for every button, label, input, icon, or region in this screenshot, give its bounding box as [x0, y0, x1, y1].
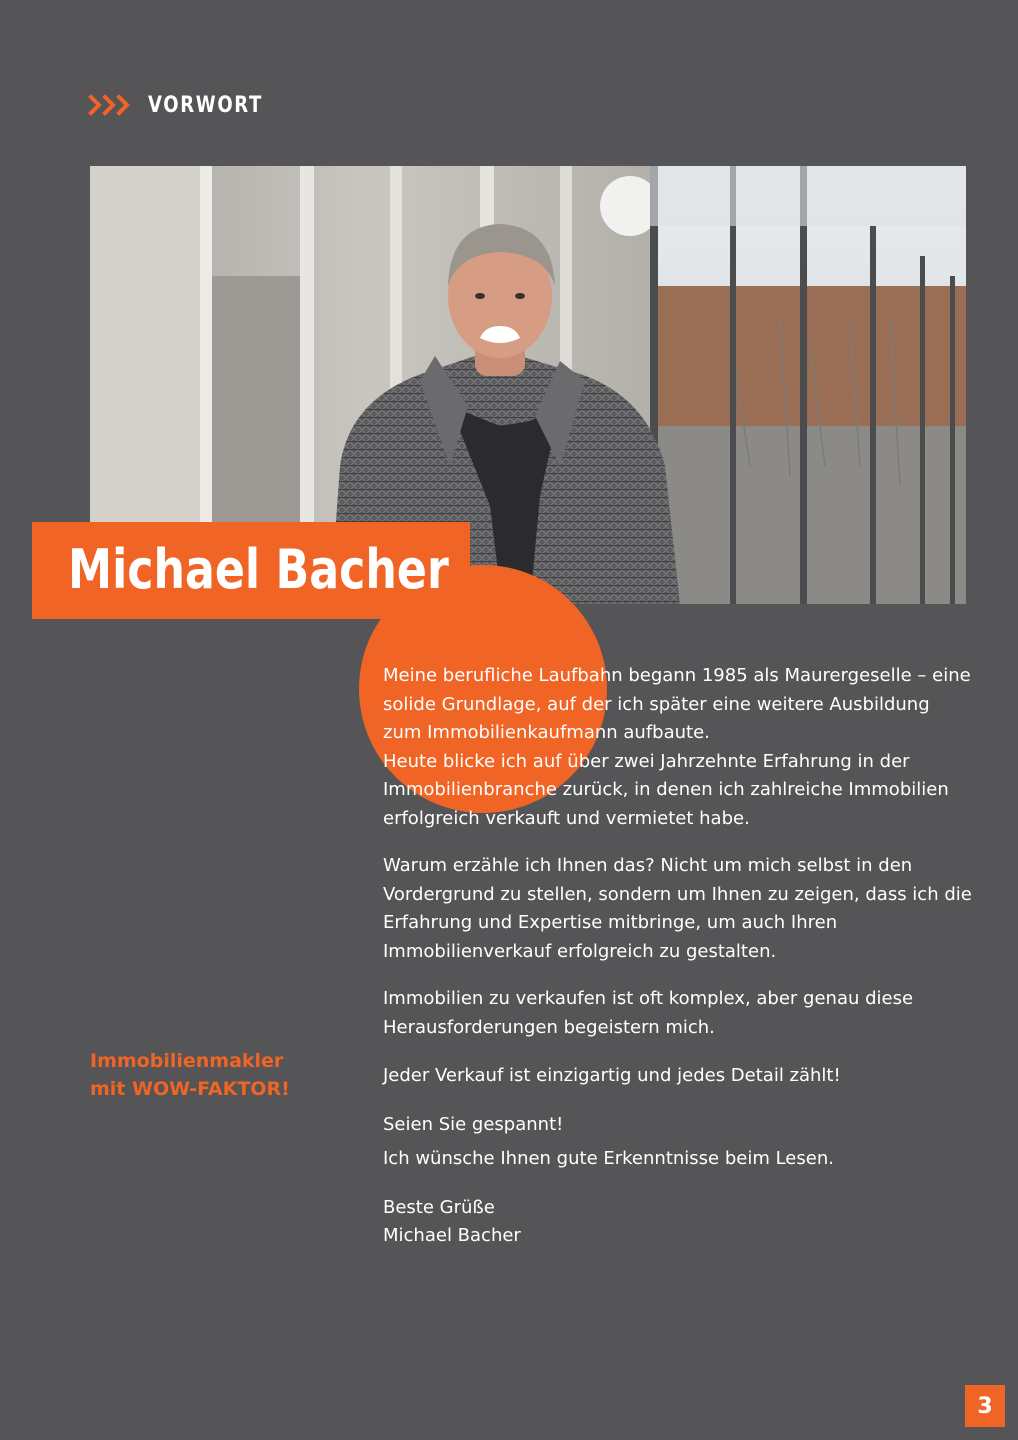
closing-greeting: Beste Grüße [383, 1196, 495, 1218]
tagline [90, 1047, 350, 1103]
signature-name: Michael Bacher [383, 1225, 521, 1246]
triple-chevron-right-icon [88, 92, 134, 118]
section-title: VORWORT [148, 92, 263, 118]
foreword-text [383, 662, 973, 1251]
paragraph-1: Meine berufliche Laufbahn begann 1985 als Maurergeselle – eine solide Grundlage, auf der ich später eine weitere Ausbildung zum Immobilienkaufmann aufbaute. [383, 665, 971, 743]
tagline-line-1: Immobilienmakler [90, 1050, 284, 1072]
paragraph-4: Immobilien zu verkaufen ist oft komplex, aber genau diese Herausforderungen begeistern mich. [383, 988, 914, 1038]
section-header [88, 92, 288, 118]
paragraph-7: Ich wünsche Ihnen gute Erkenntnisse beim Lesen. [383, 1148, 834, 1169]
name-banner [32, 522, 470, 619]
paragraph-2: Heute blicke ich auf über zwei Jahrzehnte Erfahrung in der Immobilienbranche zurück, in denen ich zahlreiche Immobilien erfolgreich verkauft und vermietet habe. [383, 750, 949, 829]
tagline-line-2: mit WOW-FAKTOR! [90, 1078, 290, 1100]
paragraph-5: Jeder Verkauf ist einzigartig und jedes Detail zählt! [383, 1065, 841, 1086]
paragraph-6: Seien Sie gespannt! [383, 1113, 564, 1135]
name-heading: Michael Bacher [68, 538, 449, 601]
paragraph-3: Warum erzähle ich Ihnen das? Nicht um mich selbst in den Vordergrund zu stellen, sondern um Ihnen zu zeigen, dass ich die Erfahrung und Expertise mitbringe, um auch Ihren Immobilienverkauf erfolgreich zu gestalten. [383, 855, 972, 962]
page-number: 3 [965, 1385, 1005, 1427]
